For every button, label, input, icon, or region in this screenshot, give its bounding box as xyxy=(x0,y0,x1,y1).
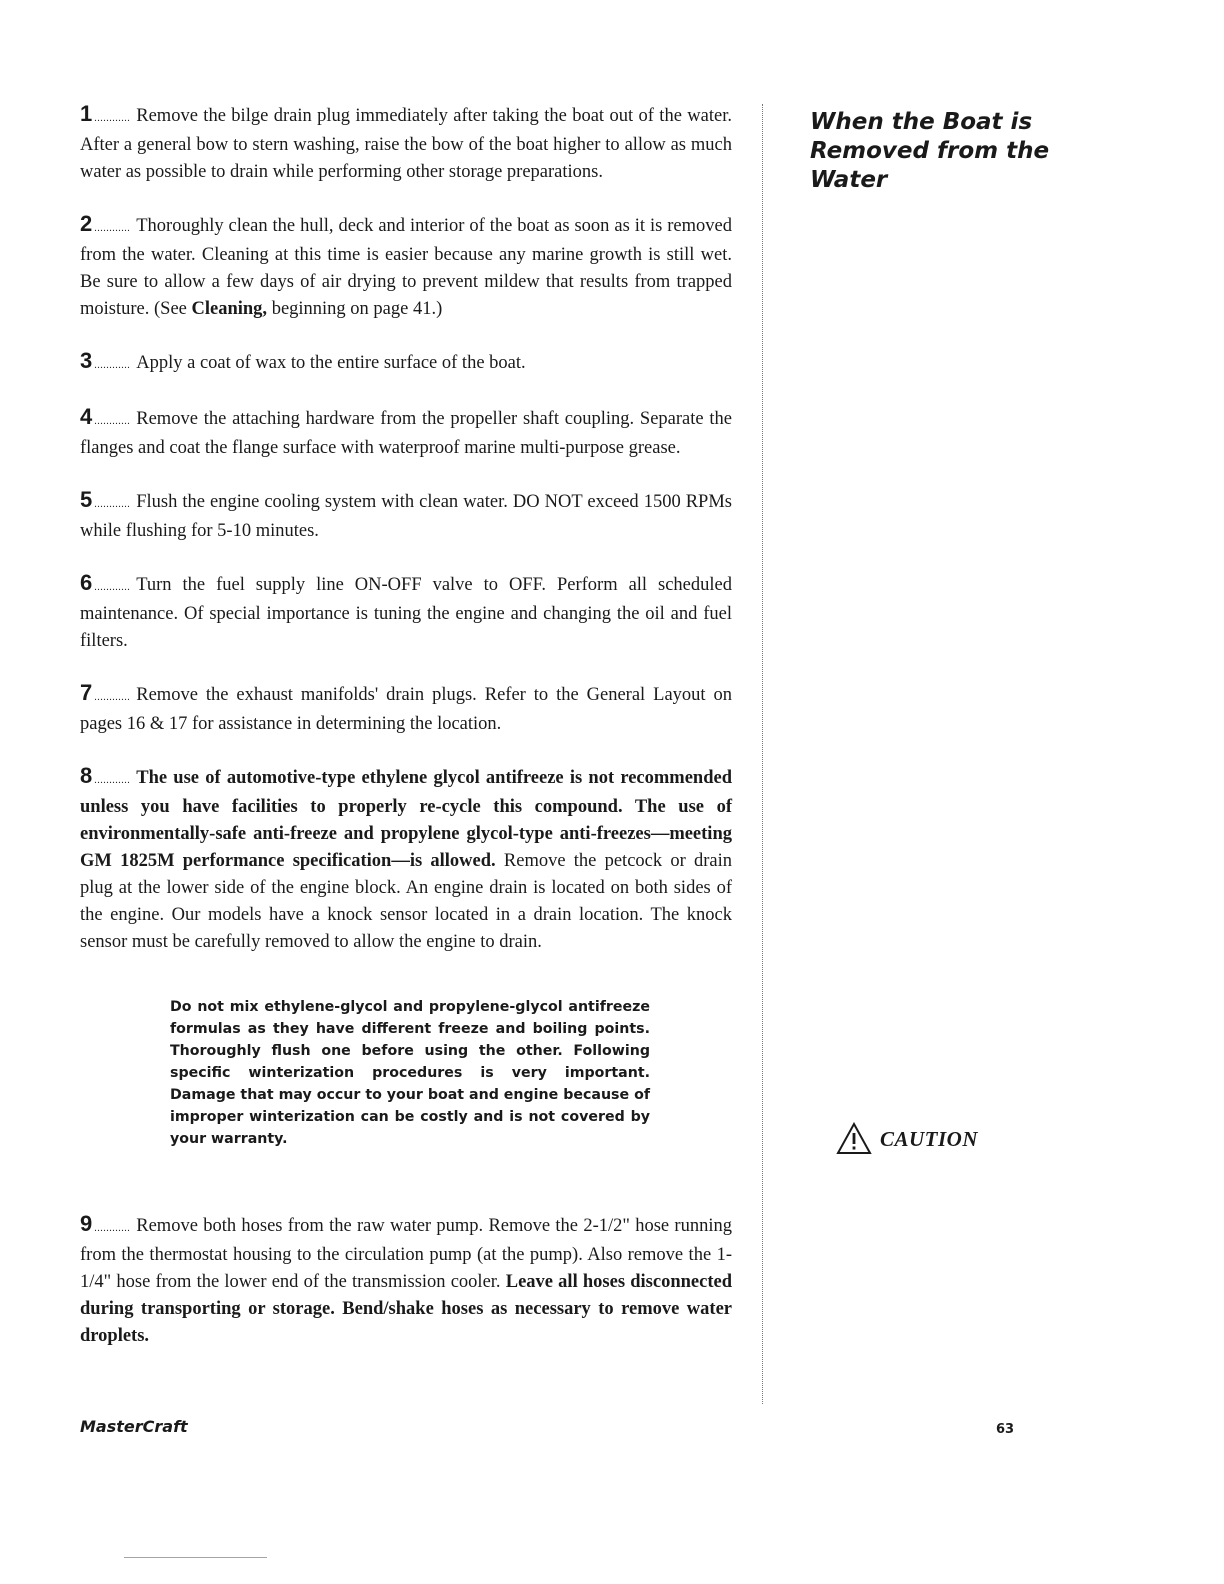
step-number: 5 xyxy=(80,487,93,512)
step-text: Thoroughly clean the hull, deck and interior of the boat as soon as it is removed from the water. Cleaning at this time is easier because any marine growth is still wet. Be sure to allow a few days of air drying to prevent mildew that results from trapped moisture. (See xyxy=(80,216,732,319)
dot-leader: ............ xyxy=(94,499,131,510)
caution-word: CAUTION xyxy=(880,1126,979,1151)
column-divider xyxy=(762,104,763,1404)
step-text: Remove the exhaust manifolds' drain plugs. Refer to the General Layout on pages 16 & 17 for assistance in determining the location. xyxy=(80,685,732,734)
step-number: 2 xyxy=(80,211,93,236)
step-number: 1 xyxy=(80,101,93,126)
step-text-bold: Cleaning, xyxy=(191,299,268,319)
step-number: 3 xyxy=(80,348,93,373)
link-underline xyxy=(124,1557,267,1558)
step-text: Turn the fuel supply line ON-OFF valve to OFF. Perform all scheduled maintenance. Of special importance is tuning the engine and changing the oil and fuel filters. xyxy=(80,575,732,651)
caution-label xyxy=(836,1122,978,1156)
step-number: 7 xyxy=(80,680,93,705)
step-number: 9 xyxy=(80,1211,93,1236)
dot-leader: ............ xyxy=(94,223,131,234)
step-text-bold: The use of automotive-type ethylene glycol antifreeze is not recommended unless you have facilities to properly re-cycle this compound. The use of environmentally-safe anti-freeze and propylene glycol-type anti-freezes—meeting GM 1825M performance specification—is allowed. xyxy=(80,768,732,871)
step-text: Remove the bilge drain plug immediately after taking the boat out of the water. After a general bow to stern washing, raise the bow of the boat higher to allow as much water as possible to drain while performing other storage preparations. xyxy=(80,106,732,182)
step-text: Apply a coat of wax to the entire surface of the boat. xyxy=(136,353,526,373)
step-text: Flush the engine cooling system with clean water. DO NOT exceed 1500 RPMs while flushing for 5-10 minutes. xyxy=(80,492,732,541)
step-6 xyxy=(80,569,732,655)
dot-leader: ............ xyxy=(94,416,131,427)
step-number: 6 xyxy=(80,570,93,595)
step-2 xyxy=(80,210,732,323)
dot-leader: ............ xyxy=(94,775,131,786)
step-9 xyxy=(80,1210,732,1350)
dot-leader: ............ xyxy=(94,1223,131,1234)
main-column xyxy=(80,100,732,1374)
step-number: 4 xyxy=(80,404,93,429)
dot-leader: ............ xyxy=(94,692,131,703)
step-1 xyxy=(80,100,732,186)
dot-leader: ............ xyxy=(94,360,131,371)
section-heading: When the Boat is Removed from the Water xyxy=(810,109,1050,193)
step-7 xyxy=(80,679,732,738)
dot-leader: ............ xyxy=(94,113,131,124)
warning-triangle-icon xyxy=(836,1122,872,1156)
step-text: Remove both hoses from the raw water pump. Remove the 2-1/2" hose running from the thermostat housing to the circulation pump (at the pump). Also remove the 1-1/4" hose from the lower end of the transmission cooler. xyxy=(80,1216,732,1292)
dot-leader: ............ xyxy=(94,582,131,593)
step-text: beginning on page 41.) xyxy=(267,299,443,319)
step-number: 8 xyxy=(80,763,93,788)
step-text-bold: Leave all hoses disconnected during transporting or storage. Bend/shake hoses as necessary to remove water droplets. xyxy=(80,1272,732,1346)
step-text: Remove the petcock or drain plug at the lower side of the engine block. An engine drain is located on both sides of the engine. Our models have a knock sensor located in a drain location. The knock sensor must be carefully removed to allow the engine to drain. xyxy=(80,851,732,952)
step-3 xyxy=(80,347,732,379)
brand-logo: MasterCraft xyxy=(80,1417,188,1436)
step-5 xyxy=(80,486,732,545)
page-number: 63 xyxy=(996,1422,1015,1437)
step-8 xyxy=(80,762,732,956)
step-text: Remove the attaching hardware from the propeller shaft coupling. Separate the flanges and coat the flange surface with waterproof marine multi-purpose grease. xyxy=(80,409,732,458)
step-4 xyxy=(80,403,732,462)
caution-text: Do not mix ethylene-glycol and propylene-glycol antifreeze formulas as they have different freeze and boiling points. Thoroughly flush one before using the other. Following specific winterization procedures is very important. Damage that may occur to your boat and engine because of improper winterization can be costly and is not covered by your warranty. xyxy=(170,999,650,1147)
